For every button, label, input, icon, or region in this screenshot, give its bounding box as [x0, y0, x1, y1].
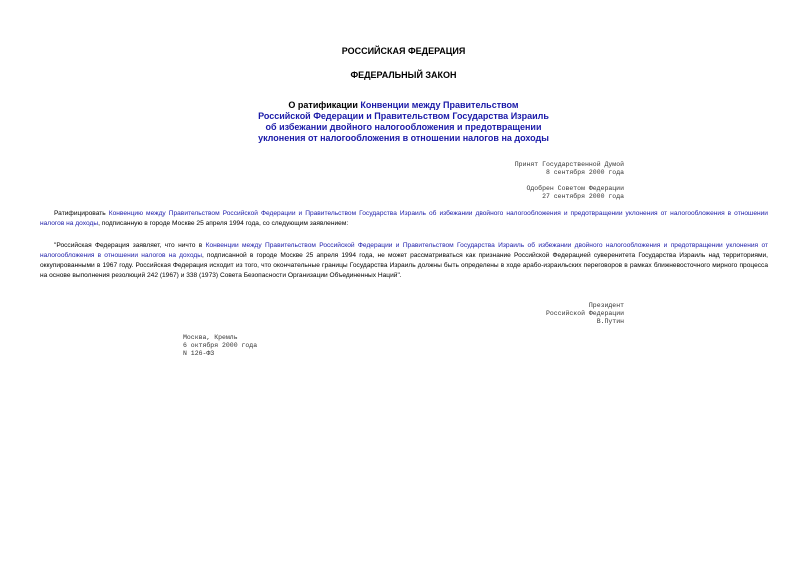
adoption-info [515, 161, 624, 201]
convention-title-link-line2[interactable]: Российской Федерации и Правительством Государства Израиль [258, 111, 549, 121]
signature-title: Президент [588, 302, 624, 309]
council-approved-date: 27 сентября 2000 года [542, 193, 624, 200]
law-type-heading: ФЕДЕРАЛЬНЫЙ ЗАКОН [350, 70, 457, 80]
ratification-paragraph [40, 209, 768, 229]
convention-title-link-line3[interactable]: об избежании двойного налогообложения и предотвращении [265, 122, 542, 132]
duma-adopted-date: 8 сентября 2000 года [545, 169, 624, 176]
duma-adopted-line: Принят Государственной Думой [514, 161, 624, 168]
convention-link-paragraph2[interactable]: Конвенции между Правительством Российской Федерации и Правительством Государства Израиль об избежании двойного налогообложения и предотвращении уклонения от налогообложения в отношении налогов на доходы [40, 242, 768, 259]
country-heading: РОССИЙСКАЯ ФЕДЕРАЦИЯ [341, 46, 466, 56]
convention-title-link-line1[interactable]: Конвенции между Правительством [360, 100, 519, 110]
paragraph1-start: Ратифицировать [54, 210, 109, 217]
law-title [0, 100, 807, 144]
paragraph1-end: , подписанную в городе Москве 25 апреля 1994 года, со следующим заявлением: [98, 220, 349, 227]
signature-block [546, 302, 624, 326]
statement-paragraph [40, 241, 768, 281]
signature-name: В.Путин [596, 318, 624, 325]
convention-link-paragraph1[interactable]: Конвенцию между Правительством Российской Федерации и Правительством Государства Израиль об избежании двойного налогообложения и предотвращении уклонения от налогообложения в отношении налогов на доходы [40, 210, 768, 227]
law-number-line: N 126-ФЗ [183, 350, 215, 357]
date-line: 6 октября 2000 года [183, 342, 258, 349]
paragraph2-end: , подписанной в городе Москве 25 апреля 1994 года, не может рассматриваться как признание Российской Федерацией суверенитета Государства Израиль над территориями, оккупированными в 1967 году. Российская Федерация исходит из того, что окончательные границы Государства Израиль должны быть определены в ходе арабо-израильских переговоров в рамках ближневосточного мирного процесса на основе выполнения резолюций 242 (1967) и 338 (1973) Совета Безопасности Организации Объединенных Наций". [40, 252, 768, 279]
title-prefix: О ратификации [288, 100, 361, 110]
council-approved-line: Одобрен Советом Федерации [526, 185, 624, 192]
paragraph2-start: "Российская Федерация заявляет, что ничто в [54, 242, 206, 249]
place-date-block [183, 334, 257, 358]
place-line: Москва, Кремль [183, 334, 238, 341]
convention-title-link-line4[interactable]: уклонения от налогообложения в отношении налогов на доходы [258, 133, 549, 143]
signature-office: Российской Федерации [545, 310, 624, 317]
